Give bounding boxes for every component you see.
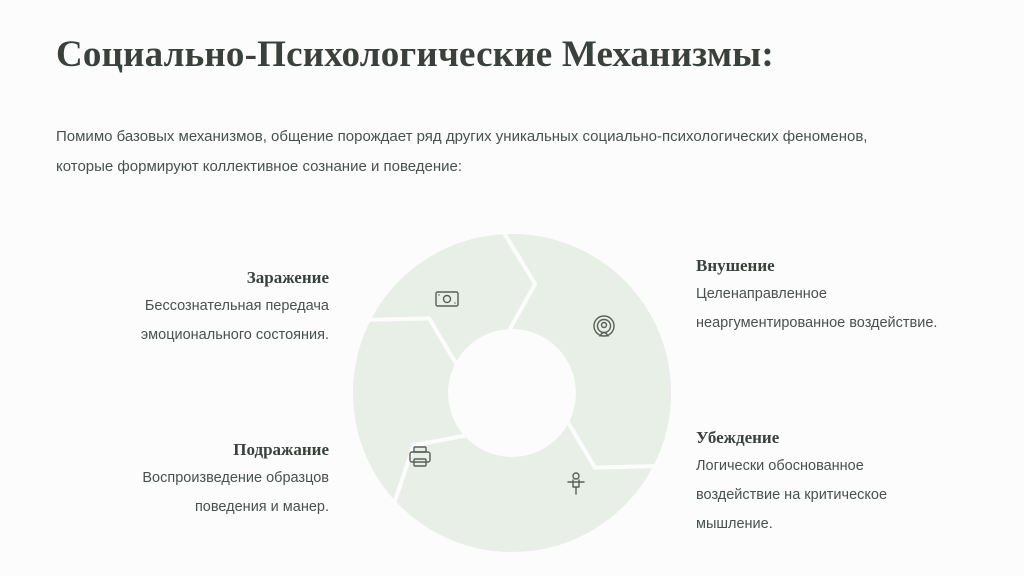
intro-line-2: которые формируют коллективное сознание и поведение: — [56, 158, 463, 175]
item-contagion-heading: Заражение — [246, 268, 329, 287]
item-persuasion-line-3: мышление. — [696, 516, 773, 532]
item-suggestion-line-1: Целенаправленное — [696, 286, 827, 302]
item-contagion-description — [141, 292, 329, 350]
item-contagion-line-2: эмоционального состояния. — [140, 327, 329, 343]
item-imitation-line-2: поведения и манер. — [194, 499, 329, 515]
item-imitation-heading: Подражание — [233, 440, 329, 459]
item-imitation-line-1: Воспроизведение образцов — [142, 470, 329, 486]
item-suggestion-heading: Внушение — [696, 256, 775, 275]
item-persuasion-heading: Убеждение — [696, 428, 780, 447]
intro-line-1: Помимо базовых механизмов, общение порождает ряд других уникальных социально-психологических феноменов, — [56, 128, 868, 145]
page-title: Социально-Психологические Механизмы: — [56, 34, 774, 75]
item-contagion — [141, 264, 329, 350]
item-persuasion-line-2: воздействие на критическое — [696, 487, 888, 503]
item-persuasion-line-1: Логически обоснованное — [696, 458, 864, 474]
segment-suggestion — [504, 232, 673, 468]
item-suggestion-line-2: неаргументированное воздействие. — [696, 315, 938, 331]
item-contagion-line-1: Бессознательная передача — [144, 298, 329, 314]
item-persuasion-description — [696, 452, 887, 539]
item-suggestion — [696, 252, 937, 338]
item-persuasion — [696, 424, 887, 539]
item-imitation — [142, 436, 329, 522]
item-suggestion-description — [696, 280, 937, 338]
item-imitation-description — [142, 464, 329, 522]
